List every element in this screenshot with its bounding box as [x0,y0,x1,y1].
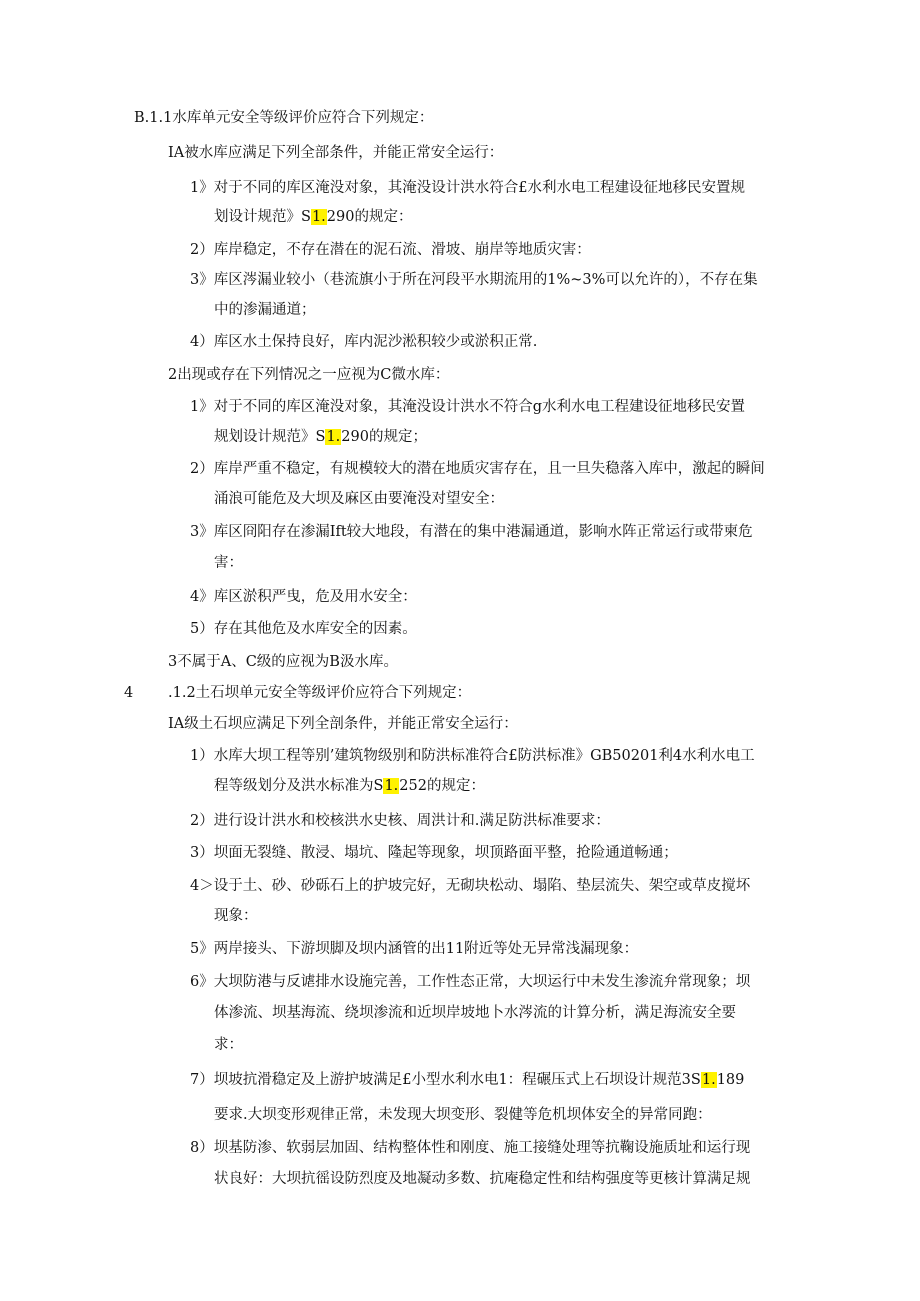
item-number: 1） [190,748,214,764]
list-item [190,332,537,352]
item-continuation [214,207,412,227]
list-item [190,397,745,417]
list-item [190,619,417,639]
item-text: 进行设计洪水和校核洪水史核、周洪计和.满足防洪标准要求： [213,813,610,829]
item-text: 对于不同的库区淹没对象，其淹没设计洪水符合£水利水电工程建设征地移民安置规 [213,180,745,196]
item-text: 划设计规范》S [214,209,311,225]
item-text: 库区冏阳存在渗漏Ift较大地段，有潜在的集中港漏通道，影响水阵正常运行或带柬危 [213,524,753,540]
item-continuation: 中的渗漏通道； [214,302,316,318]
item-text: 库岸严重不稳定，有规模较大的潜在地质灾害存在，且一旦失稳落入库中，激起的瞬间 [213,461,765,477]
section-heading: B.1.1水库单元安全等级评价应符合下列规定： [134,110,434,126]
item-continuation [214,427,427,447]
item-number: 2） [190,813,214,829]
item-continuation: 现象： [214,908,258,924]
list-item [190,876,750,896]
item-text: 程等级划分及洪水标准为S [214,778,384,794]
item-number: 5） [190,621,214,637]
list-item [190,240,591,260]
list-item [190,178,745,198]
item-number: 6》 [190,974,214,990]
item-continuation [214,776,485,796]
list-item [190,939,638,959]
item-text: 坝坡抗滑稳定及上游护坡满足£小型水利水电1：程碾压式上石坝设计规范3S [213,1072,701,1088]
item-continuation: 状良好：大坝抗徭设防烈度及地凝动多数、抗庵稳定性和结构强度等更核计算满足规 [214,1171,751,1187]
item-text: 290的规定： [326,209,413,225]
list-item [190,270,758,290]
item-text: 库区淤积严曳，危及用水安全： [213,589,417,605]
item-text: 库区涔漏业较小（巷流旗小于所在河段平水期流用的1%~3%可以允许的），不存在集 [213,272,758,288]
item-number: 4） [190,334,214,350]
item-number: 2） [190,242,214,258]
item-number: 1》 [190,180,214,196]
item-continuation: 要求.大坝变形观律正常，未发现大坝变形、裂健等危机坝体安全的异常同跑： [214,1107,712,1123]
subsection-title: IA级土石坝应满足下列全剖条件，并能正常安全运行： [168,716,518,732]
highlight-mark: 1. [384,778,399,794]
item-continuation: 体渗流、坝基海流、绕坝渗流和近坝岸坡地卜水涔流的计算分析，满足海流安全要 [214,1005,736,1021]
item-text: 设于土、砂、砂砾石上的护坡完好，无砌块松动、塌陷、垫层流失、架空或草皮搅坏 [213,878,751,894]
item-text: 库岸稳定，不存在潜在的泥石流、滑坡、崩岸等地质灾害： [213,242,591,258]
item-text: 坝面无裂缝、散浸、塌坑、隆起等现象，坝顶路面平整，抢险通道畅通； [213,845,678,861]
list-item [190,811,610,831]
list-item [190,459,765,479]
item-number: 3》 [190,524,214,540]
list-item [190,522,753,542]
list-item [190,843,678,863]
item-text: 189 [716,1072,745,1088]
item-text: 两岸接头、下游坝脚及坝内涵管的出11附近等处无异常浅漏现象： [213,941,639,957]
subsection-title: IA被水库应满足下列全部条件，并能正常安全运行： [168,145,504,161]
item-number: 8） [190,1140,214,1156]
item-number: 5》 [190,941,214,957]
section-heading-number: 4 [124,685,134,701]
item-text: 坝基防渗、软弱层加固、结构整体性和刚度、施工接缝处理等抗鞠设施质址和运行现 [213,1140,751,1156]
item-text: 对于不同的库区淹没对象，其淹没设计洪水不符合g水利水电工程建设征地移民安置 [213,399,746,415]
item-text: 水库大坝工程等别’建筑物级别和防洪标准符合£防洪标准》GB50201利4水利水电工 [213,748,755,764]
item-text: 库区水土保持良好，库内泥沙淞积较少或淤积正常. [213,334,538,350]
list-item [190,587,417,607]
item-text: 252的规定： [399,778,485,794]
item-text: 存在其他危及水库安全的因素。 [213,621,417,637]
item-text: 大坝防港与反谑排水设施完善，工作性态正常，大坝运行中未发生渗流弁常现象；坝 [213,974,751,990]
item-number: 2） [190,461,214,477]
subsection-title: 3不属于A、C级的应视为B汲水库。 [168,654,398,670]
list-item [190,1138,750,1158]
highlight-mark: 1. [326,429,341,445]
highlight-mark: 1. [311,209,326,225]
item-text: 290的规定； [341,429,427,445]
highlight-mark: 1. [701,1072,716,1088]
section-heading: .1.2土石坝单元安全等级评价应符合下列规定： [168,685,472,701]
item-text: 规划设计规范》S [214,429,326,445]
item-continuation: 求： [214,1037,243,1053]
list-item [190,972,750,992]
list-item [190,1070,744,1090]
list-item [190,746,755,766]
item-number: 7） [190,1072,214,1088]
item-number: 1》 [190,399,214,415]
item-number: 4＞ [190,878,214,894]
item-continuation: 涌浪可能危及大坝及麻区由要淹没对望安全： [214,491,504,507]
item-number: 3） [190,845,214,861]
item-number: 4》 [190,589,214,605]
item-continuation: 害： [214,555,243,571]
item-number: 3》 [190,272,214,288]
subsection-title: 2出现或存在下列情况之一应视为C微水库： [168,367,450,383]
